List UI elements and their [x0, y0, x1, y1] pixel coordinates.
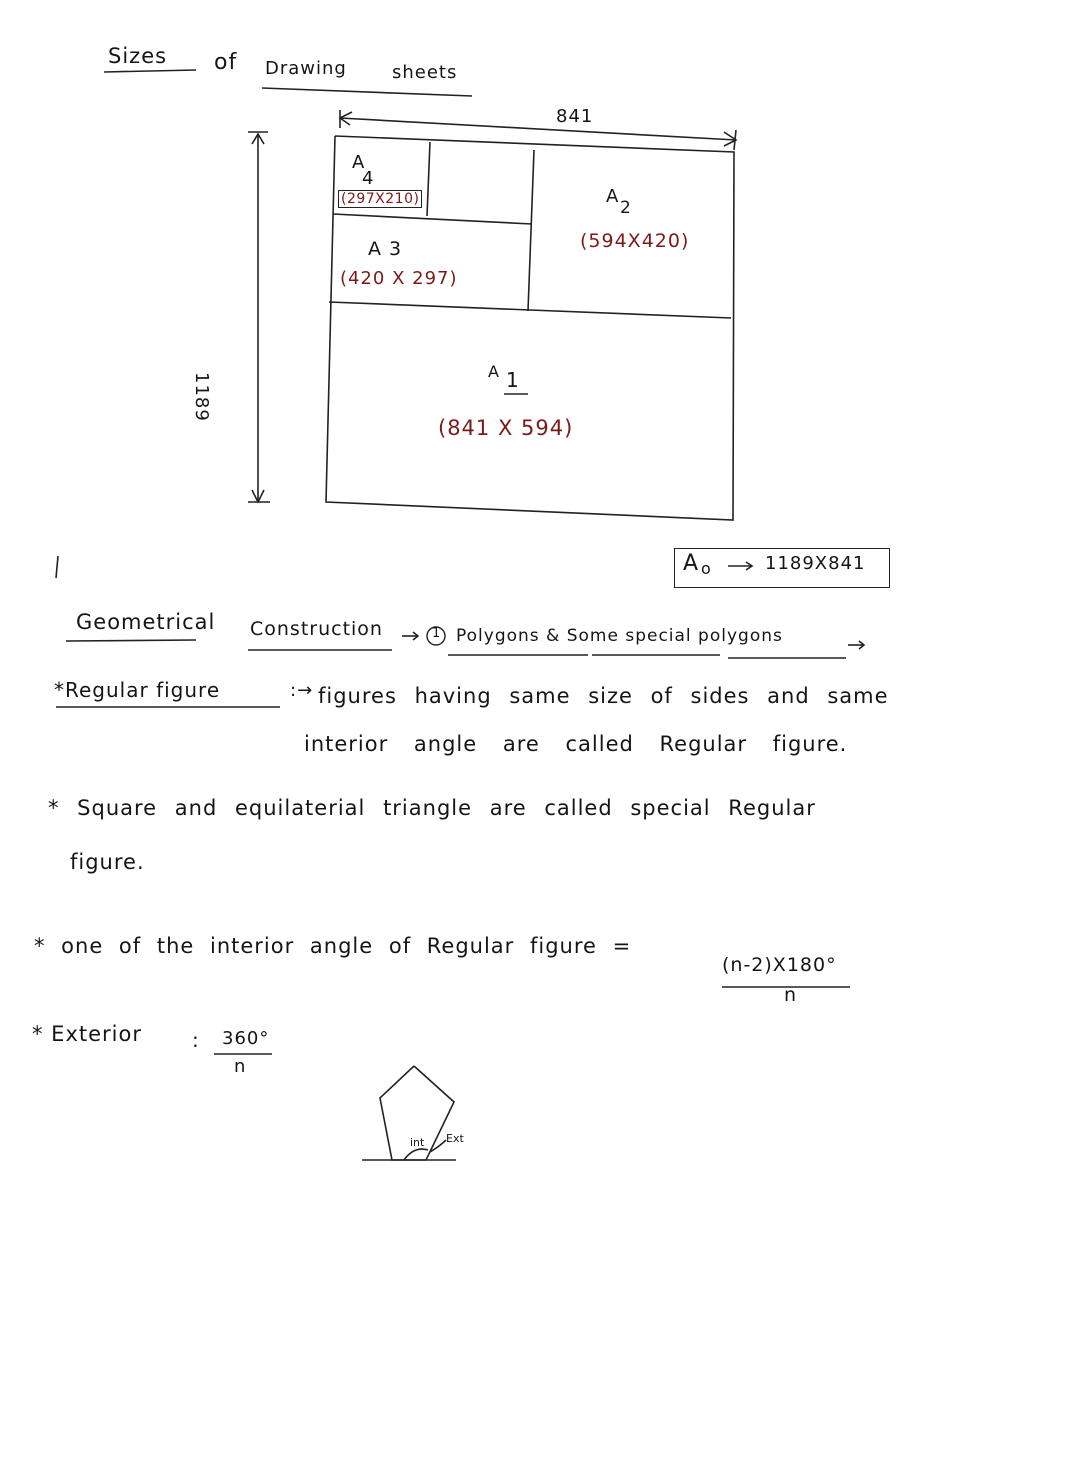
special-figure-line-2: figure.: [70, 850, 145, 874]
a4-label: A: [352, 152, 366, 173]
section-title-geometrical: Geometrical: [76, 610, 216, 634]
width-dimension-label: 841: [556, 106, 594, 127]
regular-figure-line-1: figures having same size of sides and same: [318, 684, 889, 708]
a0-subscript: o: [701, 559, 712, 578]
a0-label: A: [683, 551, 700, 576]
a2-size: (594X420): [580, 230, 690, 252]
a4-subscript: 4: [362, 168, 375, 189]
interior-angle-text: * one of the interior angle of Regular figure =: [34, 934, 632, 958]
interior-angle-denominator: n: [784, 984, 798, 1006]
a3-size: (420 X 297): [340, 268, 458, 289]
section-topic: Polygons & Some special polygons: [456, 626, 783, 646]
heading-word-sizes: Sizes: [108, 44, 168, 68]
heading-word-of: of: [214, 50, 238, 75]
a0-size-box: [674, 548, 890, 588]
a1-subscript: 1: [506, 368, 520, 392]
special-figure-line-1: * Square and equilaterial triangle are called special Regular: [48, 796, 816, 820]
section-number: 1: [432, 626, 442, 641]
height-dimension-label: 1189: [191, 372, 212, 422]
heading-word-drawing: Drawing: [265, 58, 347, 79]
a1-label: A: [488, 362, 500, 381]
interior-angle-numerator: (n-2)X180°: [722, 954, 837, 976]
regular-figure-arrow: :→: [290, 680, 314, 701]
exterior-angle-colon: :: [192, 1028, 200, 1052]
exterior-angle-numerator: 360°: [222, 1028, 270, 1049]
section-title-construction: Construction: [250, 618, 383, 640]
a3-label: A 3: [368, 238, 403, 260]
a2-label: A: [606, 186, 620, 207]
a2-subscript: 2: [620, 198, 632, 218]
a1-size: (841 X 594): [438, 416, 574, 440]
a4-size: (297X210): [338, 190, 422, 208]
pentagon-interior-label: int: [410, 1136, 425, 1149]
pentagon-exterior-label: Ext: [446, 1132, 464, 1145]
regular-figure-line-2: interior angle are called Regular figure.: [304, 732, 848, 756]
exterior-angle-text: * Exterior: [32, 1022, 142, 1046]
heading-word-sheets: sheets: [392, 62, 458, 83]
a0-value: 1189X841: [765, 553, 866, 574]
regular-figure-heading: *Regular figure: [54, 678, 221, 702]
exterior-angle-denominator: n: [234, 1056, 247, 1077]
